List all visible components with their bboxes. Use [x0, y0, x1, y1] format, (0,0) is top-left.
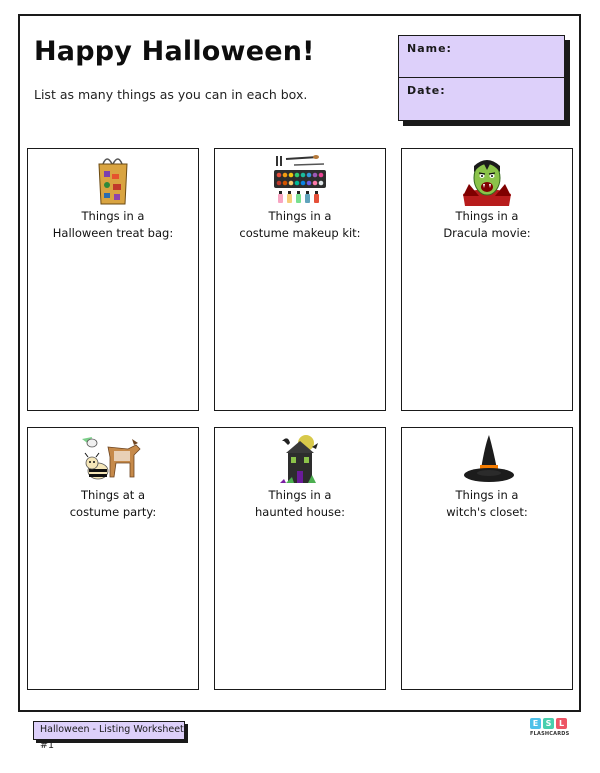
dracula-icon [459, 154, 515, 206]
logo-word: FLASHCARDS [530, 731, 570, 737]
logo-tile-s: S [543, 718, 554, 729]
name-date-box [398, 35, 565, 121]
haunted-house-icon [272, 433, 328, 485]
box-label: Things in a haunted house: [254, 488, 345, 519]
costumed-dogs-icon [78, 433, 148, 485]
box-label: Things in a witch's closet: [446, 488, 528, 519]
list-box-haunted-house[interactable] [214, 427, 386, 690]
witch-hat-icon [459, 433, 515, 485]
box-label: Things in a Dracula movie: [443, 209, 531, 240]
page-title: Happy Halloween! [34, 36, 315, 67]
box-label: Things in a costume makeup kit: [239, 209, 361, 240]
esl-flashcards-logo[interactable] [530, 718, 570, 744]
name-field[interactable] [399, 36, 564, 78]
logo-tile-l: L [556, 718, 567, 729]
box-label: Things at a costume party: [69, 488, 157, 519]
treat-bag-icon [85, 154, 141, 206]
box-label: Things in a Halloween treat bag: [52, 209, 174, 240]
name-label: Name: [407, 42, 452, 55]
logo-tile-e: E [530, 718, 541, 729]
list-box-treat-bag[interactable] [27, 148, 199, 411]
worksheet-tag: Halloween - Listing Worksheet #1 [33, 721, 185, 740]
date-field[interactable] [399, 78, 564, 120]
list-box-makeup-kit[interactable] [214, 148, 386, 411]
list-box-costume-party[interactable] [27, 427, 199, 690]
list-box-witch-closet[interactable] [401, 427, 573, 690]
date-label: Date: [407, 84, 446, 97]
instructions: List as many things as you can in each box. [34, 87, 308, 102]
list-box-dracula[interactable] [401, 148, 573, 411]
makeup-kit-icon [272, 154, 328, 206]
